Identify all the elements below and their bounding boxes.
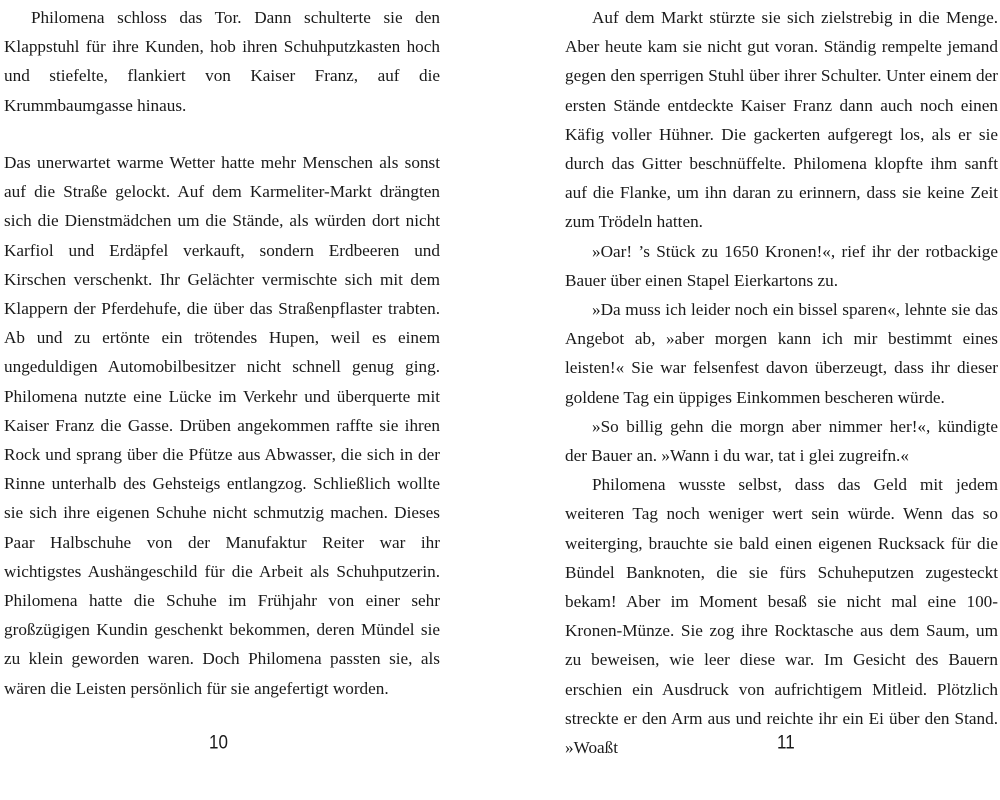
left-paragraph-block-2 [4, 148, 440, 703]
left-paragraph-block-1 [4, 3, 440, 120]
paragraph: »So billig gehn die morgn aber nimmer her!«, kündigte der Bauer an. »Wann i du war, tat i glei zugreifn.« [565, 416, 998, 466]
right-paragraph-block [565, 3, 998, 762]
paragraph: Das unerwartet warme Wetter hatte mehr Menschen als sonst auf die Straße gelockt. Auf dem Karmeliter-Markt drängten sich die Dienstmädchen um die Stände, als würden dort nicht Karfiol und Erdäpfel verkauft, sondern Erdbeeren und Kirschen verschenkt. Ihr Gelächter vermischte sich mit dem Klappern der Pferdehufe, die über das Straßenpflaster trabten. Ab und zu ertönte ein trötendes Hupen, weil es einem ungeduldigen Automobilbesitzer nicht schnell genug ging. Philomena nutzte eine Lücke im Verkehr und überquerte mit Kaiser Franz die Gasse. Drüben angekommen raffte sie ihren Rock und sprang über die Pfütze aus Abwasser, die sich in der Rinne unterhalb des Gehsteigs entlangzog. Schließlich wollte sie sich ihre eigenen Schuhe nicht schmutzig machen. Dieses Paar Halbschuhe von der Manufaktur Reiter war ihr wichtigstes Aushängeschild für die Arbeit als Schuhputzerin. Philomena hatte die Schuhe im Frühjahr von einer sehr großzügigen Kundin geschenkt bekommen, deren Mündel sie zu klein geworden waren. Doch Philomena passten sie, als wären die Leisten persönlich für sie angefertigt worden. [4, 153, 440, 698]
page-number-right: 11 [777, 731, 795, 754]
paragraph: Philomena schloss das Tor. Dann schulterte sie den Klappstuhl für ihre Kunden, hob ihren Schuhputzkasten hoch und stiefelte, flankiert von Kaiser Franz, auf die Krummbaumgasse hinaus. [4, 8, 440, 115]
right-page [565, 0, 998, 800]
paragraph: »Oar! ’s Stück zu 1650 Kronen!«, rief ihr der rotbackige Bauer über einen Stapel Eierkartons zu. [565, 241, 998, 290]
paragraph: Philomena wusste selbst, dass das Geld mit jedem weiteren Tag noch weniger wert sein würde. Wenn das so weiterging, brauchte sie bald einen eigenen Rucksack für die Bündel Banknoten, die sie fürs Schuheputzen zugesteckt bekam! Aber im Moment besaß sie nicht mal eine 100-Kronen-Münze. Sie zog ihre Rocktasche aus dem Saum, um zu beweisen, wie leer diese war. Im Gesicht des Bauern erschien ein Ausdruck von aufrichtigem Mitleid. Plötzlich streckte er den Arm aus und reichte ihr ein Ei über den Stand. »Woaßt [565, 475, 998, 758]
paragraph: »Da muss ich leider noch ein bissel sparen«, lehnte sie das Angebot ab, »aber morgen kann ich mir bestimmt eines leisten!« Sie war felsenfest davon überzeugt, dass ihr dieser goldene Tag ein üppiges Einkommen bescheren würde. [565, 300, 998, 407]
left-page [0, 0, 440, 800]
page-number-left: 10 [209, 731, 228, 754]
paragraph: Auf dem Markt stürzte sie sich zielstrebig in die Menge. Aber heute kam sie nicht gut voran. Ständig rempelte jemand gegen den sperrigen Stuhl über ihrer Schulter. Unter einem der ersten Stände entdeckte Kaiser Franz dann auch noch einen Käfig voller Hühner. Die gackerten aufgeregt los, als er sie durch das Gitter beschnüffelte. Philomena klopfte ihm sanft auf die Flanke, um ihn daran zu erinnern, dass sie keine Zeit zum Trödeln hatten. [565, 8, 998, 232]
